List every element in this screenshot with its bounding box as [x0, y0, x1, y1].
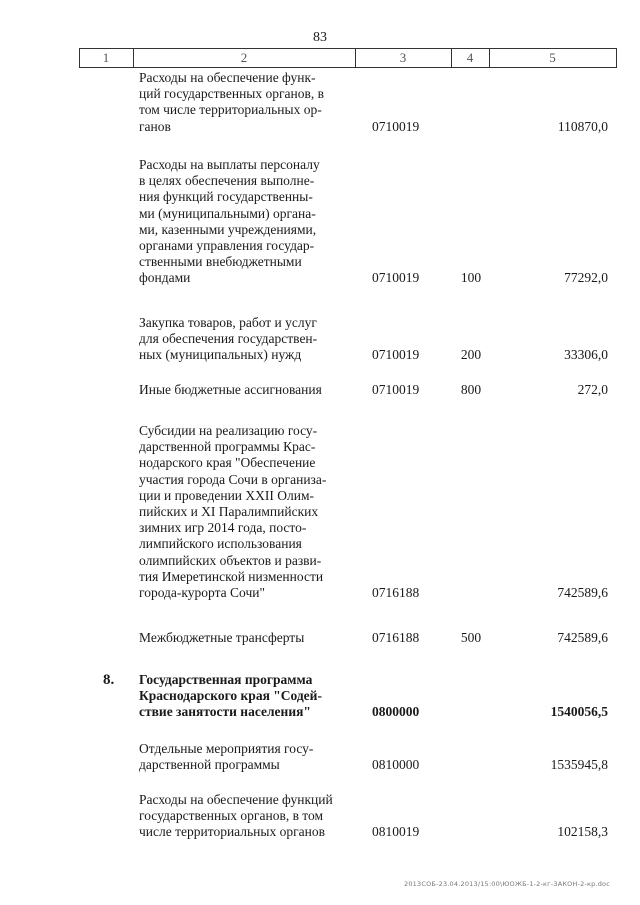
description-line: Краснодарского края "Содей-	[139, 688, 322, 704]
description-line: в целях обеспечения выполне-	[139, 173, 315, 189]
column-divider	[616, 49, 617, 67]
description-line: Отдельные мероприятия госу-	[139, 741, 314, 756]
row-description	[139, 70, 346, 135]
row-amount: 77292,0	[564, 270, 608, 286]
row-expense-type: 100	[460, 270, 482, 286]
row-description	[139, 741, 346, 773]
document-footer: 2013СОБ-23.04.2013/15:00\ЮОЖБ-1-2-кг-ЗАКОН-2-кр.doc	[404, 880, 610, 888]
description-line: олимпийских объектов и разви-	[139, 552, 322, 568]
row-description	[139, 157, 346, 287]
table-column-headers	[79, 48, 617, 68]
description-line: фондами	[139, 270, 191, 286]
row-amount: 1535945,8	[550, 757, 608, 773]
column-header-2: 2	[240, 50, 248, 65]
description-line: Межбюджетные трансферты	[139, 630, 305, 645]
description-line: государственных органов, в том	[139, 808, 324, 824]
row-code: 0800000	[372, 704, 420, 720]
row-description	[139, 792, 346, 841]
row-amount: 102158,3	[557, 824, 608, 840]
description-line: органами управления государ-	[139, 238, 315, 254]
row-expense-type: 200	[460, 347, 482, 363]
description-line: города-курорта Сочи"	[139, 585, 265, 601]
row-description	[139, 630, 346, 646]
description-line: Закупка товаров, работ и услуг	[139, 315, 317, 330]
row-amount: 742589,6	[557, 630, 608, 645]
row-code: 0716188	[372, 630, 420, 645]
description-line: ствие занятости населения"	[139, 704, 311, 720]
description-line: числе территориальных органов	[139, 824, 325, 840]
row-code: 0710019	[372, 347, 420, 363]
description-line: Расходы на выплаты персоналу	[139, 157, 320, 172]
row-description	[139, 423, 346, 601]
description-line: тия Имеретинской низменности	[139, 568, 324, 584]
column-header-4: 4	[466, 50, 474, 65]
description-line: нодарского края "Обеспечение	[139, 455, 316, 471]
description-line: Субсидии на реализацию госу-	[139, 423, 318, 438]
row-code: 0810019	[372, 824, 420, 840]
row-expense-type: 500	[460, 630, 482, 645]
description-line: участия города Сочи в организа-	[139, 471, 327, 487]
description-line: ственными внебюджетными	[139, 254, 302, 270]
description-line: Иные бюджетные ассигнования	[139, 382, 322, 397]
row-description	[139, 382, 346, 398]
description-line: ных (муниципальных) нужд	[139, 347, 302, 363]
description-line: ганов	[139, 118, 171, 134]
description-line: лимпийского использования	[139, 536, 302, 552]
description-line: Расходы на обеспечение функ-	[139, 70, 316, 85]
row-code: 0710019	[372, 118, 420, 134]
description-line: ния функций государственны-	[139, 189, 313, 205]
description-line: том числе территориальных ор-	[139, 102, 322, 118]
description-line: для обеспечения государствен-	[139, 331, 318, 347]
description-line: ми, казенными учреждениями,	[139, 221, 317, 237]
row-number: 8.	[103, 672, 115, 688]
row-code: 0710019	[372, 270, 420, 286]
row-amount: 110870,0	[557, 118, 608, 134]
description-line: ми (муниципальными) органа-	[139, 205, 316, 221]
row-amount: 272,0	[577, 382, 608, 397]
row-expense-type: 800	[460, 382, 482, 397]
row-code: 0716188	[372, 585, 420, 600]
row-amount: 33306,0	[564, 347, 608, 363]
column-header-3: 3	[399, 50, 407, 65]
column-header-1: 1	[102, 50, 110, 65]
row-description	[139, 672, 346, 721]
description-line: пийских и XI Паралимпийских	[139, 504, 319, 520]
row-code: 0710019	[372, 382, 420, 397]
description-line: Расходы на обеспечение функций	[139, 792, 333, 807]
column-header-5: 5	[549, 50, 556, 65]
description-line: зимних игр 2014 года, посто-	[139, 520, 307, 536]
description-line: ций государственных органов, в	[139, 86, 324, 102]
description-line: Государственная программа	[139, 672, 313, 687]
row-amount: 742589,6	[557, 585, 608, 600]
row-code: 0810000	[372, 757, 420, 773]
description-line: ции и проведении XXII Олим-	[139, 487, 315, 503]
description-line: дарственной программы	[139, 757, 280, 773]
page-number: 83	[313, 30, 327, 45]
row-description	[139, 315, 346, 364]
description-line: дарственной программы Крас-	[139, 439, 316, 455]
row-amount: 1540056,5	[550, 704, 608, 720]
